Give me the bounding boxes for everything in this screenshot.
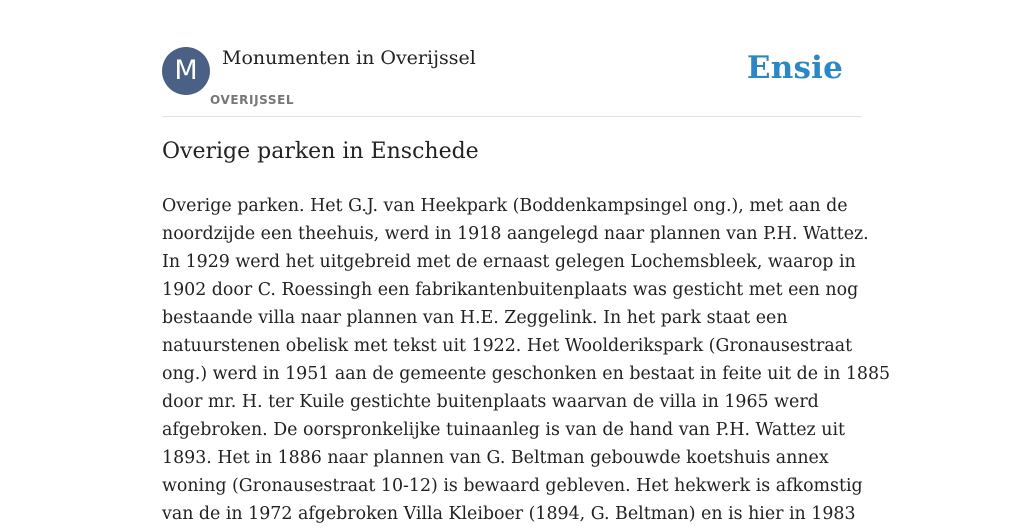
article-line: ong.) werd in 1951 aan de gemeente geschonken en bestaat in feite uit de in 1885 (162, 364, 891, 384)
article-line: door mr. H. ter Kuile gestichte buitenplaats waarvan de villa in 1965 werd (162, 392, 819, 412)
article-line: noordzijde een theehuis, werd in 1918 aangelegd naar plannen van P.H. Wattez. (162, 224, 869, 244)
article-line: In 1929 werd het uitgebreid met de ernaast gelegen Lochemsbleek, waarop in (162, 252, 856, 272)
article-line: 1902 door C. Roessingh een fabrikantenbuitenplaats was gesticht met een nog (162, 280, 859, 300)
article-line: natuurstenen obelisk met tekst uit 1922. Het Woolderikspark (Gronausestraat (162, 336, 853, 356)
header (162, 46, 862, 117)
article-line: bestaande villa naar plannen van H.E. Zeggelink. In het park staat een (162, 308, 788, 328)
article-line: 1893. Het in 1886 naar plannen van G. Beltman gebouwde koetshuis annex (162, 448, 829, 468)
article-title: Overige parken in Enschede (162, 139, 479, 164)
site-title[interactable]: Monumenten in Overijssel (222, 47, 476, 69)
ensie-logo[interactable]: Ensie (746, 50, 843, 86)
article-body (162, 192, 891, 528)
article-line: afgebroken. De oorspronkelijke tuinaanleg is van de hand van P.H. Wattez uit (162, 420, 845, 440)
article-line: Overige parken. Het G.J. van Heekpark (Boddenkampsingel ong.), met aan de (162, 196, 848, 216)
article-line: woning (Gronausestraat 10-12) is bewaard gebleven. Het hekwerk is afkomstig (162, 476, 863, 496)
avatar[interactable]: M (162, 47, 210, 95)
article-line: van de in 1972 afgebroken Villa Kleiboer (1894, G. Beltman) en is hier in 1983 (162, 504, 856, 524)
category-label[interactable]: OVERIJSSEL (210, 93, 295, 107)
